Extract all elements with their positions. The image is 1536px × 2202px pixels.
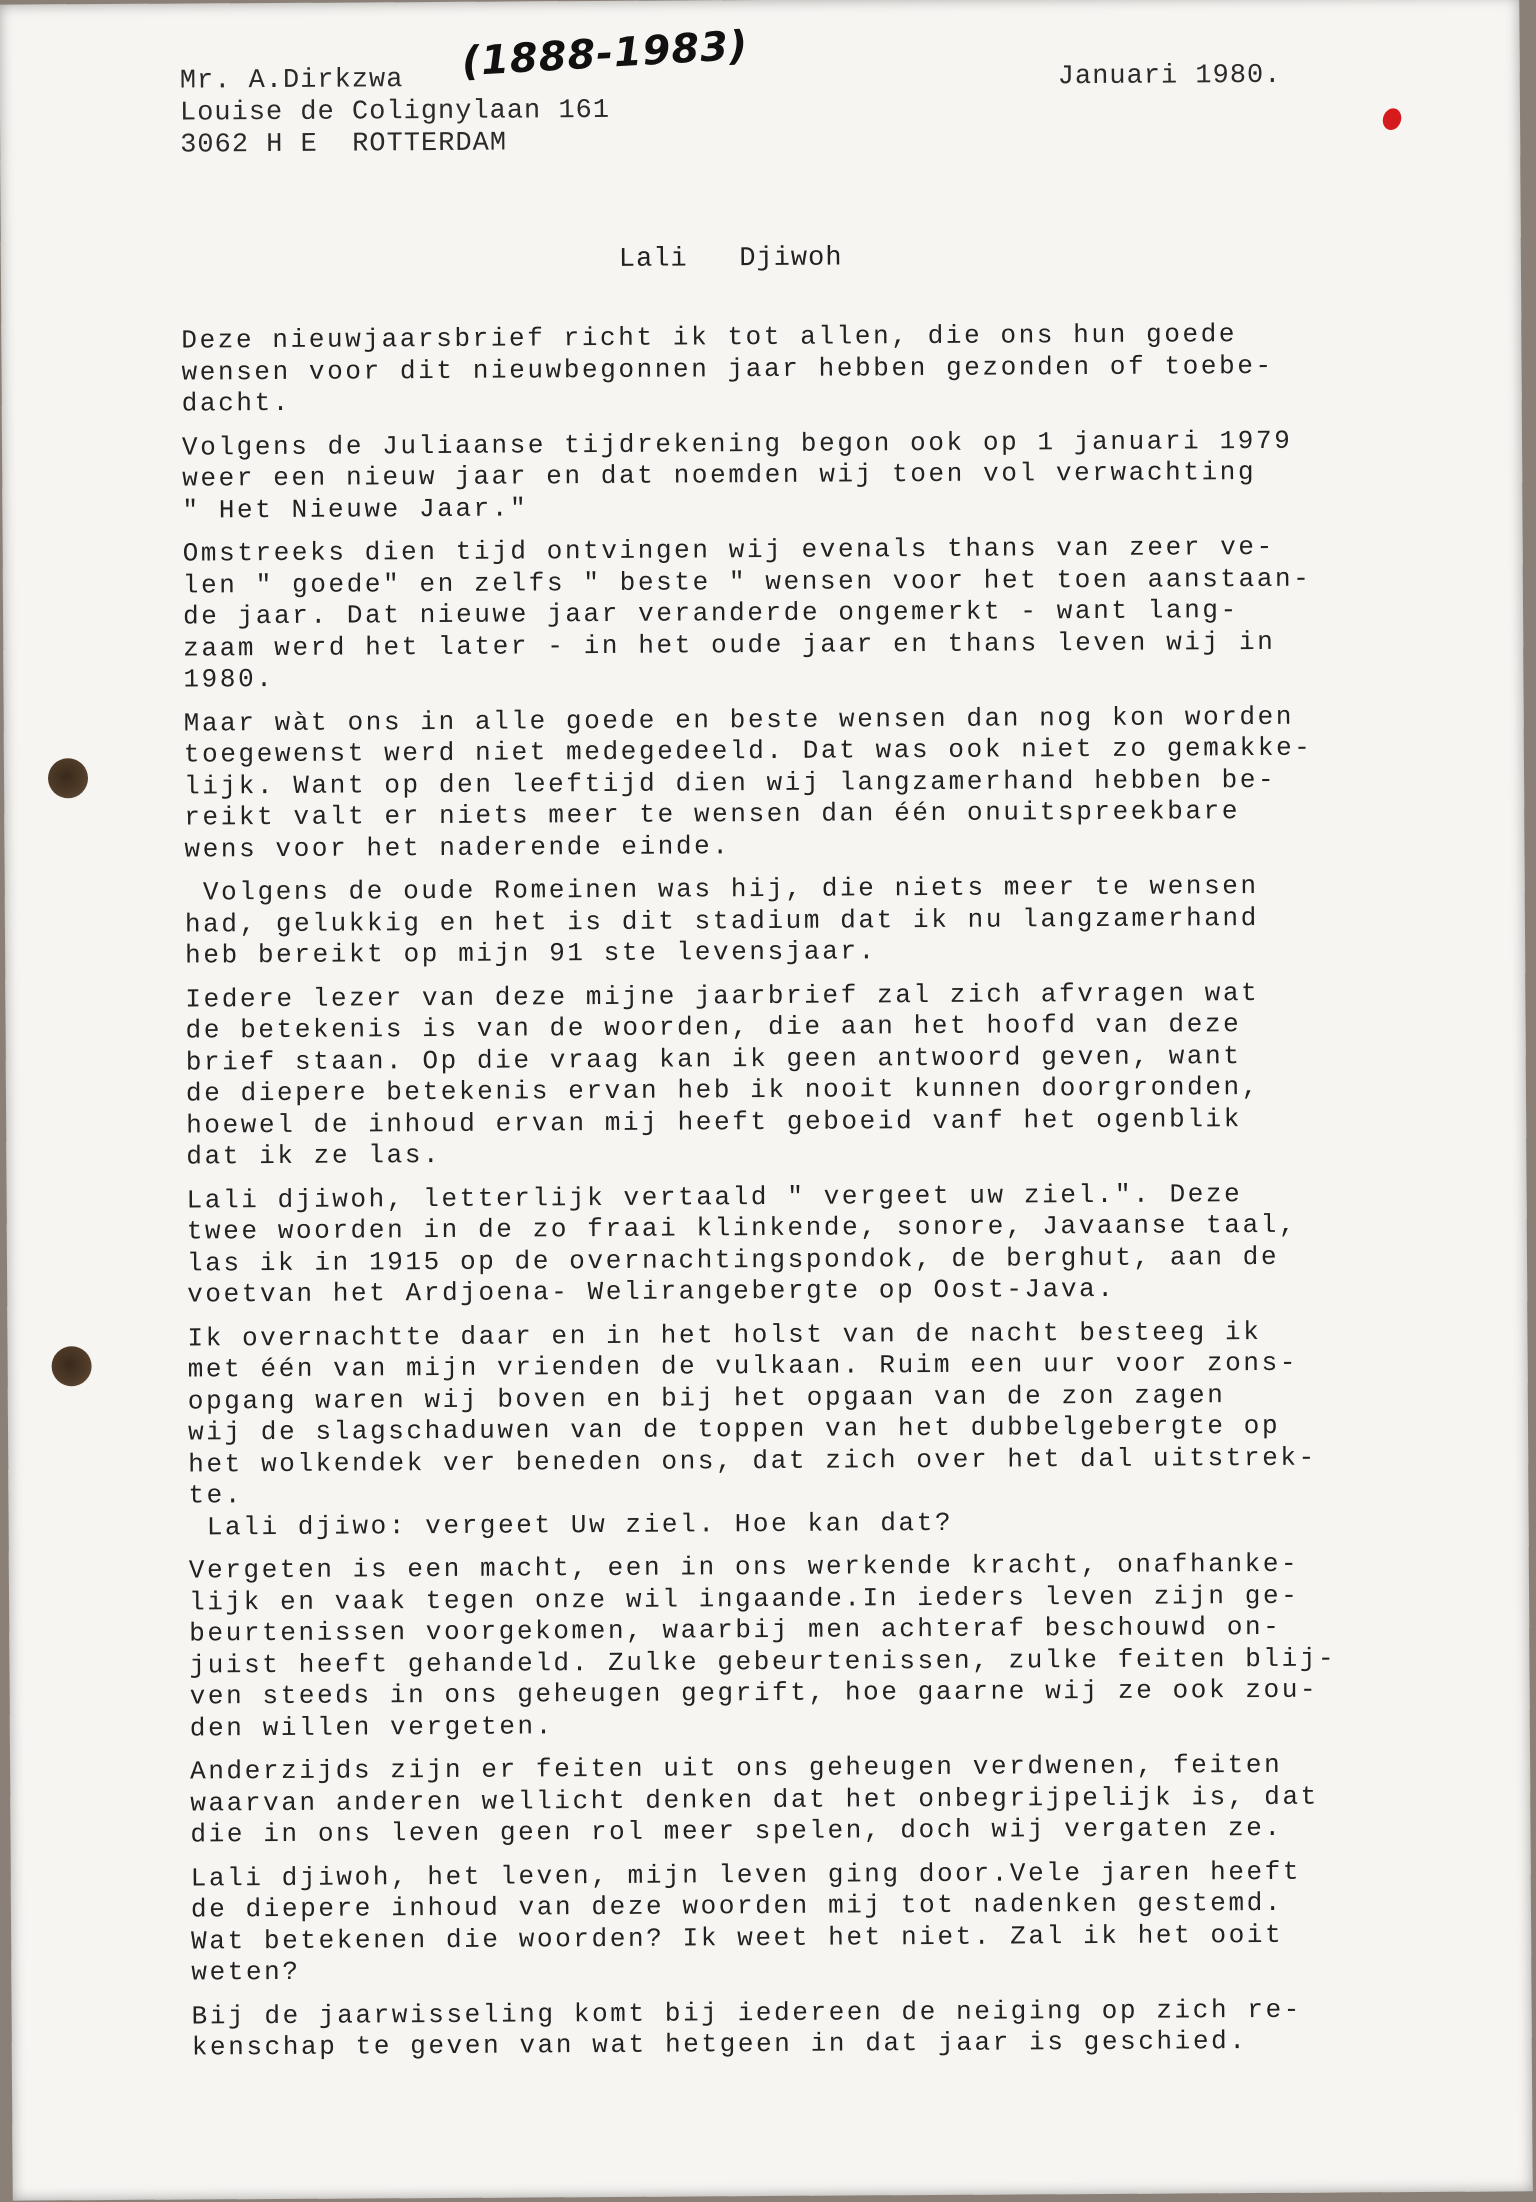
text-line: Lali djiwoh, letterlijk vertaald " vergeet uw ziel.". Deze (186, 1178, 1243, 1216)
paragraph (181, 318, 1402, 420)
text-line: met één van mijn vrienden de vulkaan. Ruim een uur voor zons- (187, 1347, 1299, 1385)
text-line: brief staan. Op die vraag kan ik geen antwoord geven, want (185, 1040, 1242, 1078)
text-line: Lali djiwoh, het leven, mijn leven ging door.Vele jaren heeft (190, 1856, 1302, 1894)
text-line: het wolkendek ver beneden ons, dat zich over het dal uitstrek- (188, 1442, 1317, 1480)
text-line: las ik in 1915 op de overnachtingspondok, de berghut, aan de (186, 1241, 1280, 1279)
text-line: hoewel de inhoud ervan mij heeft geboeid vanf het ogenblik (186, 1103, 1242, 1141)
text-line: Anderzijds zijn er feiten uit ons geheugen verdwenen, feiten (190, 1749, 1283, 1787)
text-line: weer een nieuw jaar en dat noemden wij toen vol verwachting (182, 456, 1257, 494)
text-line: reikt valt er niets meer te wensen dan één onuitspreekbare (184, 796, 1241, 833)
text-line: de betekenis is van de woorden, die aan het hoofd van deze (185, 1009, 1242, 1046)
sender-street: Louise de Colignylaan 161 (179, 95, 611, 129)
text-line: de jaar. Dat nieuwe jaar veranderde ongemerkt - want lang- (182, 595, 1239, 632)
text-line: zaam werd het later - in het oude jaar en thans leven wij in (183, 626, 1276, 664)
text-line: wij de slagschaduwen van de toppen van het dubbelgebergte op (187, 1410, 1281, 1448)
text-line: Volgens de oude Romeinen was hij, die niets meer te wensen (184, 870, 1259, 908)
text-line: wensen voor dit nieuwbegonnen jaar hebben gezonden of toebe- (181, 350, 1274, 388)
letter-date: Januari 1980. (1057, 60, 1282, 93)
text-line: ven steeds in ons geheugen gegrift, hoe gaarne wij ze ook zou- (189, 1674, 1319, 1712)
sender-city: 3062 H E ROTTERDAM (180, 128, 508, 161)
text-line: twee woorden in de zo fraai klinkende, sonore, Javaanse taal, (186, 1209, 1298, 1247)
text-line: lijk en vaak tegen onze wil ingaande.In ieders leven zijn ge- (188, 1580, 1300, 1618)
text-line: wens voor het naderende einde. (184, 830, 731, 865)
text-line: de diepere betekenis ervan heb ik nooit kunnen doorgronden, (185, 1071, 1260, 1109)
text-line: Maar wàt ons in alle goede en beste wensen dan nog kon worden (183, 701, 1295, 739)
sender-name: Mr. A.Dirkzwa (179, 65, 404, 97)
text-line: opgang waren wij boven en bij het opgaan van de zon zagen (187, 1379, 1226, 1417)
paragraph (185, 870, 1406, 972)
paragraph (184, 701, 1405, 866)
text-line: voetvan het Ardjoena- Welirangebergte op Oost-Java. (187, 1273, 1116, 1310)
text-line: Bij de jaarwisseling komt bij iedereen de neiging op zich re- (191, 1994, 1303, 2032)
paragraph (185, 977, 1406, 1173)
text-line: te. (188, 1480, 244, 1511)
handwritten-annotation: (1888-1983) (460, 22, 750, 86)
text-line: 1980. (183, 663, 275, 695)
text-line: " Het Nieuwe Jaar." (182, 492, 529, 526)
text-line: lijk. Want op den leeftijd dien wij langzamerhand hebben be- (183, 764, 1277, 802)
paragraph (187, 1316, 1408, 1544)
text-line: Lali djiwo: vergeet Uw ziel. Hoe kan dat? (188, 1507, 954, 1543)
text-line: Ik overnachtte daar en in het holst van de nacht besteeg ik (187, 1316, 1262, 1354)
paragraph (190, 1749, 1411, 1851)
text-line: den willen vergeten. (189, 1710, 554, 1744)
text-line: juist heeft gehandeld. Zulke gebeurtenissen, zulke feiten blij- (189, 1643, 1337, 1681)
text-line: weten? (191, 1956, 301, 1988)
paragraph (192, 1994, 1412, 2064)
paragraph (183, 531, 1404, 696)
paragraph (182, 425, 1403, 527)
paragraph (189, 1548, 1410, 1744)
text-line: had, gelukkig en het is dit stadium dat ik nu langzamerhand (184, 902, 1259, 940)
text-line: Omstreeks dien tijd ontvingen wij evenals thans van zeer ve- (182, 531, 1275, 569)
text-line: die in ons leven geen rol meer spelen, doch wij vergaten ze. (190, 1812, 1283, 1850)
letter-title: Lali Djiwoh (618, 243, 843, 275)
punch-hole-bottom (52, 1346, 92, 1386)
text-line: Iedere lezer van deze mijne jaarbrief zal zich afvragen wat (185, 977, 1260, 1015)
text-line: kenschap te geven van wat hetgeen in dat jaar is geschied. (191, 2026, 1248, 2063)
text-line: toegewenst werd niet medegedeeld. Dat was ook niet zo gemakke- (183, 732, 1313, 770)
paragraph (191, 1856, 1412, 1989)
text-line: Vergeten is een macht, een in ons werkende kracht, onafhanke- (188, 1548, 1300, 1586)
text-line: waarvan anderen wellicht denken dat het onbegrijpelijk is, dat (190, 1781, 1319, 1819)
red-ink-mark (1380, 106, 1404, 133)
text-line: Volgens de Juliaanse tijdrekening begon ook op 1 januari 1979 (181, 425, 1293, 463)
text-line: Deze nieuwjaarsbrief richt ik tot allen, die ons hun goede (181, 319, 1238, 356)
text-line: heb bereikt op mijn 91 ste levensjaar. (185, 936, 877, 971)
text-line: dat ik ze las. (186, 1139, 442, 1172)
text-line: de diepere inhoud van deze woorden mij tot nadenken gestemd. (190, 1887, 1284, 1925)
text-line: Wat betekenen die woorden? Ik weet het niet. Zal ik het ooit (191, 1919, 1284, 1957)
text-line: dacht. (181, 387, 292, 419)
text-line: beurtenissen voorgekomen, waarbij men achteraf beschouwd on- (189, 1611, 1282, 1649)
letter-body (181, 318, 1412, 2076)
text-line: len " goede" en zelfs " beste " wensen voor het toen aanstaan- (182, 563, 1312, 601)
paragraph (187, 1178, 1408, 1311)
punch-hole-top (48, 758, 88, 798)
